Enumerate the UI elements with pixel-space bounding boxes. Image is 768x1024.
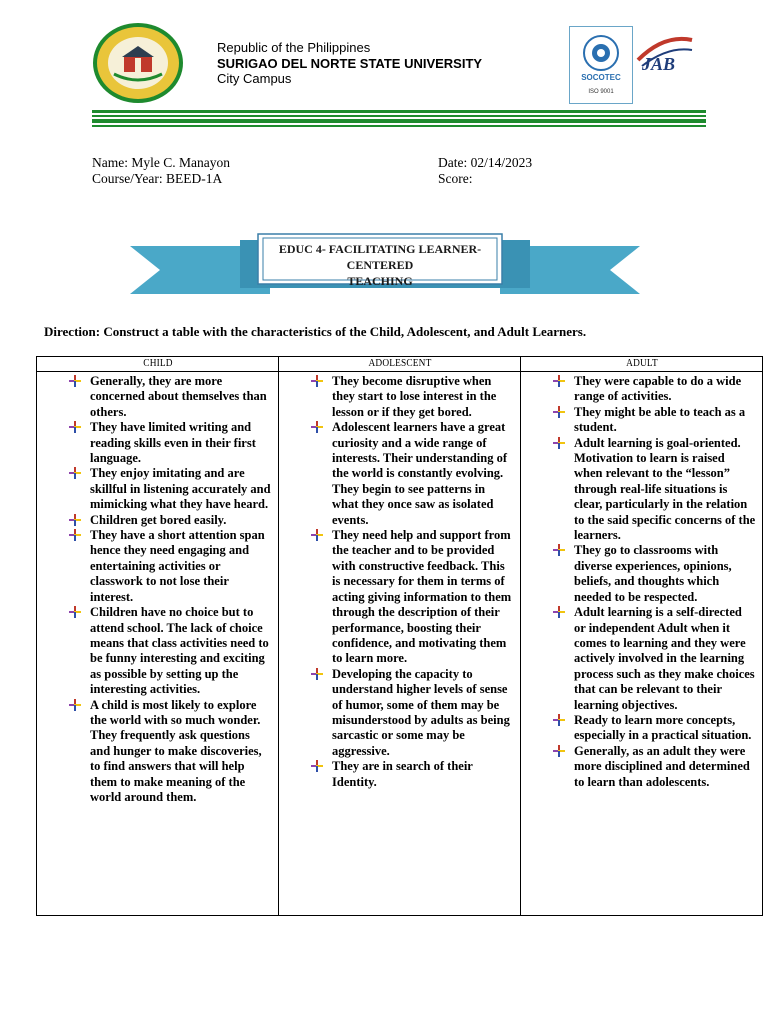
adult-list (521, 374, 762, 790)
socotec-label: SOCOTEC (581, 73, 621, 82)
adolescent-column (279, 372, 521, 916)
adolescent-item (279, 667, 514, 759)
socotec-certification-logo (569, 26, 633, 104)
score-label: Score: (438, 171, 473, 186)
adult-item (521, 374, 756, 405)
university-seal-logo (92, 22, 184, 104)
bullet-icon (69, 514, 81, 526)
table-header-row (37, 357, 763, 372)
iso-label: ISO 9001 (588, 89, 614, 95)
adult-item-text: Ready to learn more concepts, especially in a practical situation. (574, 712, 752, 743)
child-item-text: A child is most likely to explore the world with so much wonder. They frequently ask questions and hunger to make discoveries, to find answers that will help them to make meaning of the world around them. (90, 697, 262, 804)
bullet-icon (311, 421, 323, 433)
header-child: CHILD (55, 357, 261, 372)
adult-item-text: They were capable to do a wide range of activities. (574, 374, 742, 404)
bullet-icon (311, 760, 323, 772)
child-item-text: Children get bored easily. (90, 512, 227, 527)
banner-title-line1: EDUC 4- FACILITATING LEARNER-CENTERED (278, 242, 482, 272)
republic-label: Republic of the Philippines (217, 40, 371, 55)
child-item (37, 528, 272, 605)
adult-item-text: Adult learning is a self-directed or independent Adult when it comes to learning and they were actively involved in the learning process such as they make choices that can be relevant to their learning objectives. (574, 605, 755, 712)
jab-label: JAB (642, 54, 676, 74)
jab-accreditation-logo (634, 30, 696, 100)
student-name: Name: Myle C. Manayon (92, 155, 230, 170)
header-text (217, 40, 482, 87)
adolescent-item-text: Adolescent learners have a great curiosity and a wide range of interests. Their understanding of the world is constantly evolving. They begin to see patterns in what they once saw as isolated events. (332, 420, 508, 527)
student-info-right (438, 155, 532, 187)
adult-item (521, 744, 756, 790)
adult-item (521, 405, 756, 436)
university-name: SURIGAO DEL NORTE STATE UNIVERSITY (217, 55, 483, 71)
bullet-icon (69, 699, 81, 711)
adult-item-text: Generally, as an adult they were more disciplined and determined to learn than adolescents. (574, 743, 750, 789)
adult-item-text: Adult learning is goal-oriented. Motivation to learn is raised when relevant to the “lesson” through real-life situations is clear, particularly in the relation to the said specific concerns of the learners. (574, 435, 756, 543)
banner-title-line2: TEACHING (347, 274, 413, 288)
adult-column (521, 372, 763, 916)
adult-item (521, 436, 756, 544)
adolescent-item-text: They are in search of their Identity. (332, 759, 473, 789)
bullet-icon (553, 437, 565, 449)
bullet-icon (311, 375, 323, 387)
learner-characteristics-table (36, 356, 763, 916)
child-item-text: Children have no choice but to attend school. The lack of choice means that class activities need to be funny interesting and exciting as possible by setting up the interesting activities. (90, 605, 269, 697)
child-item-text: Generally, they are more concerned about themselves than others. (90, 374, 267, 419)
child-item (37, 698, 272, 806)
bullet-icon (311, 668, 323, 680)
bullet-icon (553, 406, 565, 418)
child-list (37, 374, 278, 805)
bullet-icon (69, 606, 81, 618)
adolescent-item (279, 374, 514, 420)
child-item (37, 374, 272, 420)
submission-date: Date: 02/14/2023 (438, 155, 533, 170)
adolescent-item-text: They become disruptive when they start to lose interest in the lesson or if they get bored. (332, 374, 497, 419)
bullet-icon (69, 467, 81, 479)
adolescent-item-text: Developing the capacity to understand higher levels of sense of humor, some of them may be misunderstood by adults as being sarcastic or some may be aggressive. (332, 666, 510, 758)
student-info-left (92, 155, 230, 187)
adolescent-item (279, 420, 514, 528)
adult-item-text: They go to classrooms with diverse experiences, opinions, beliefs, and thoughts which needed to be respected. (574, 543, 732, 604)
campus-label: City Campus (217, 71, 292, 86)
bullet-icon (69, 375, 81, 387)
adolescent-item (279, 759, 514, 790)
adult-item-text: They might be able to teach as a student. (574, 404, 746, 435)
bullet-icon (69, 529, 81, 541)
child-item (37, 420, 272, 466)
bullet-icon (553, 714, 565, 726)
bullet-icon (553, 606, 565, 618)
child-column (37, 372, 279, 916)
adolescent-item (279, 528, 514, 667)
table-row (37, 372, 763, 916)
child-item (37, 513, 272, 528)
header-adolescent: ADOLESCENT (297, 357, 503, 372)
child-item-text: They have limited writing and reading skills even in their first language. (90, 420, 256, 466)
bullet-icon (311, 529, 323, 541)
title-banner (130, 226, 640, 300)
adult-item (521, 543, 756, 605)
child-item (37, 605, 272, 697)
bullet-icon (553, 745, 565, 757)
adolescent-list (279, 374, 520, 790)
bullet-icon (553, 544, 565, 556)
adult-item (521, 605, 756, 713)
direction-text: Direction: Construct a table with the characteristics of the Child, Adolescent, and Adult Learners. (44, 324, 587, 339)
bullet-icon (553, 375, 565, 387)
header-adult: ADULT (539, 357, 745, 372)
child-item-text: They enjoy imitating and are skillful in listening accurately and mimicking what they have heard. (90, 466, 271, 512)
adolescent-item-text: They need help and support from the teacher and to be provided with constructive feedback. This is necessary for them in terms of acting giving information to them through the description of their performance, boosting their confidence, and motivating them to learn more. (332, 528, 512, 666)
student-course: Course/Year: BEED-1A (92, 171, 223, 186)
adult-item (521, 713, 756, 744)
bullet-icon (69, 421, 81, 433)
child-item (37, 466, 272, 512)
child-item-text: They have a short attention span hence they need engaging and entertaining activities or classwork to not lose their interest. (90, 528, 265, 604)
